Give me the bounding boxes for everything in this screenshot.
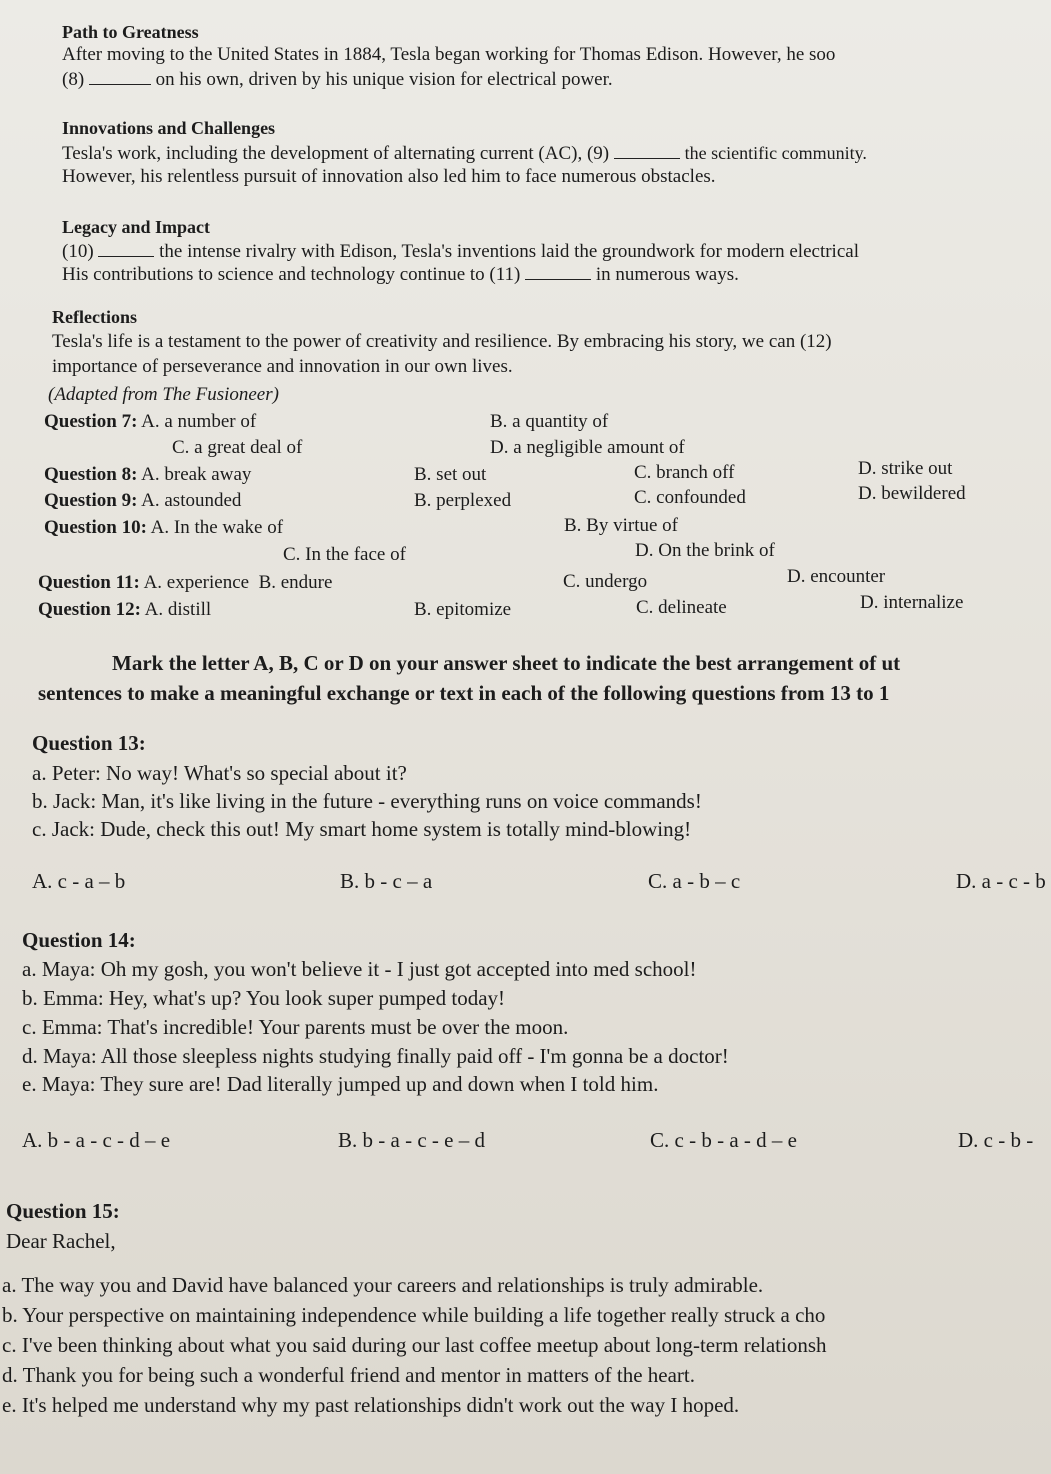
section-heading-legacy: Legacy and Impact [62, 217, 210, 237]
option-c[interactable]: C. confounded [634, 487, 746, 508]
passage-line-gap-9 [62, 141, 867, 166]
q15-item-a: a. The way you and David have balanced your careers and relationships is truly admirable. [2, 1273, 764, 1297]
gap-blank-8 [89, 68, 151, 85]
option-c[interactable]: C. undergo [563, 571, 648, 592]
q14-option-b[interactable]: B. b - a - c - e – d [338, 1128, 485, 1152]
gap-text: Tesla's work, including the development of alternating current (AC), (9) [62, 143, 610, 164]
q13-item-a: a. Peter: No way! What's so special about it? [32, 761, 407, 785]
option-a[interactable]: A. experience [143, 572, 250, 593]
instruction-line: Mark the letter A, B, C or D on your answer sheet to indicate the best arrangement of ut [112, 651, 901, 675]
section-heading-path: Path to Greatness [62, 22, 199, 42]
gap-number: (8) [62, 69, 85, 90]
q13-item-b: b. Jack: Man, it's like living in the future - everything runs on voice commands! [32, 789, 702, 813]
passage-line: importance of perseverance and innovation in our own lives. [52, 356, 513, 377]
q14-item-c: c. Emma: That's incredible! Your parents must be over the moon. [22, 1015, 569, 1039]
option-b[interactable]: B. epitomize [414, 599, 512, 620]
option-d[interactable]: D. bewildered [858, 483, 966, 504]
gap-blank-11 [525, 263, 591, 280]
gap-text: His contributions to science and technology continue to (11) [62, 264, 521, 285]
q13-option-b[interactable]: B. b - c – a [340, 869, 433, 893]
option-a[interactable]: A. distill [144, 599, 212, 620]
q15-item-d: d. Thank you for being such a wonderful friend and mentor in matters of the heart. [2, 1363, 695, 1387]
q14-item-a: a. Maya: Oh my gosh, you won't believe it - I just got accepted into med school! [22, 957, 697, 981]
passage-source: (Adapted from The Fusioneer) [48, 384, 279, 405]
option-b[interactable]: B. By virtue of [564, 515, 678, 536]
gap-blank-10 [98, 240, 154, 257]
passage-line: After moving to the United States in 1884, Tesla began working for Thomas Edison. However, he soo [62, 44, 836, 65]
option-b[interactable]: B. endure [258, 572, 333, 593]
question-15-label: Question 15: [6, 1199, 120, 1223]
q14-item-d: d. Maya: All those sleepless nights studying finally paid off - I'm gonna be a doctor! [22, 1044, 729, 1068]
option-d[interactable]: D. strike out [858, 458, 953, 479]
question-label: Question 12: [38, 599, 141, 620]
q14-option-d[interactable]: D. c - b - [958, 1128, 1034, 1152]
gap-text: the intense rivalry with Edison, Tesla's inventions laid the groundwork for modern electrical [159, 241, 859, 262]
option-a[interactable]: A. astounded [141, 490, 242, 511]
passage-line-gap-8 [62, 68, 613, 92]
gap-text: on his own, driven by his unique vision for electrical power. [155, 69, 613, 90]
q13-option-c[interactable]: C. a - b – c [648, 869, 741, 893]
gap-blank-9 [614, 142, 680, 159]
gap-number: (10) [62, 241, 94, 262]
option-d[interactable]: D. internalize [860, 592, 964, 613]
q14-option-a[interactable]: A. b - a - c - d – e [22, 1128, 171, 1152]
option-a[interactable]: A. In the wake of [150, 517, 284, 538]
passage-line-gap-11 [62, 263, 739, 287]
question-8 [44, 463, 251, 487]
q14-option-c[interactable]: C. c - b - a - d – e [650, 1128, 797, 1152]
letter-salutation: Dear Rachel, [6, 1229, 116, 1253]
q13-option-a[interactable]: A. c - a – b [32, 869, 126, 893]
question-label: Question 8: [44, 464, 138, 485]
option-b[interactable]: B. perplexed [414, 490, 512, 511]
option-c[interactable]: C. In the face of [283, 544, 406, 565]
option-d[interactable]: D. On the brink of [635, 540, 775, 561]
question-14-label: Question 14: [22, 928, 136, 952]
passage-line: However, his relentless pursuit of innovation also led him to face numerous obstacles. [62, 166, 716, 187]
question-7 [44, 410, 256, 434]
section-heading-innovations: Innovations and Challenges [62, 118, 276, 138]
gap-text: in numerous ways. [595, 264, 739, 285]
section-heading-reflections: Reflections [52, 307, 137, 327]
gap-text: the scientific community. [684, 143, 867, 163]
question-11 [38, 571, 332, 595]
q14-item-e: e. Maya: They sure are! Dad literally jumped up and down when I told him. [22, 1072, 659, 1096]
instruction-line: sentences to make a meaningful exchange or text in each of the following questions from 13 to 1 [38, 681, 890, 705]
question-10 [44, 516, 283, 540]
option-a[interactable]: A. break away [141, 464, 252, 485]
option-b[interactable]: B. set out [414, 464, 487, 485]
option-d[interactable]: D. encounter [787, 566, 886, 587]
question-label: Question 11: [38, 572, 140, 593]
q15-item-b: b. Your perspective on maintaining independence while building a life together really struck a cho [2, 1303, 826, 1327]
q14-item-b: b. Emma: Hey, what's up? You look super pumped today! [22, 986, 506, 1010]
option-c[interactable]: C. branch off [634, 462, 735, 483]
question-label: Question 10: [44, 517, 147, 538]
q15-item-e: e. It's helped me understand why my past relationships didn't work out the way I hoped. [2, 1393, 740, 1417]
option-a[interactable]: A. a number of [141, 411, 257, 432]
question-label: Question 9: [44, 490, 138, 511]
question-label: Question 7: [44, 411, 138, 432]
question-12 [38, 598, 211, 622]
passage-line-gap-10 [62, 240, 859, 264]
option-c[interactable]: C. a great deal of [172, 437, 303, 458]
q15-item-c: c. I've been thinking about what you said during our last coffee meetup about long-term relationsh [2, 1333, 827, 1357]
q13-option-d[interactable]: D. a - c - b [956, 869, 1046, 893]
option-d[interactable]: D. a negligible amount of [490, 437, 685, 458]
option-c[interactable]: C. delineate [636, 597, 727, 618]
question-13-label: Question 13: [32, 731, 146, 755]
option-b[interactable]: B. a quantity of [490, 411, 609, 432]
q13-item-c: c. Jack: Dude, check this out! My smart home system is totally mind-blowing! [32, 817, 692, 841]
question-9 [44, 489, 241, 513]
passage-line-gap-12: Tesla's life is a testament to the power of creativity and resilience. By embracing his story, we can (12) [52, 331, 832, 352]
